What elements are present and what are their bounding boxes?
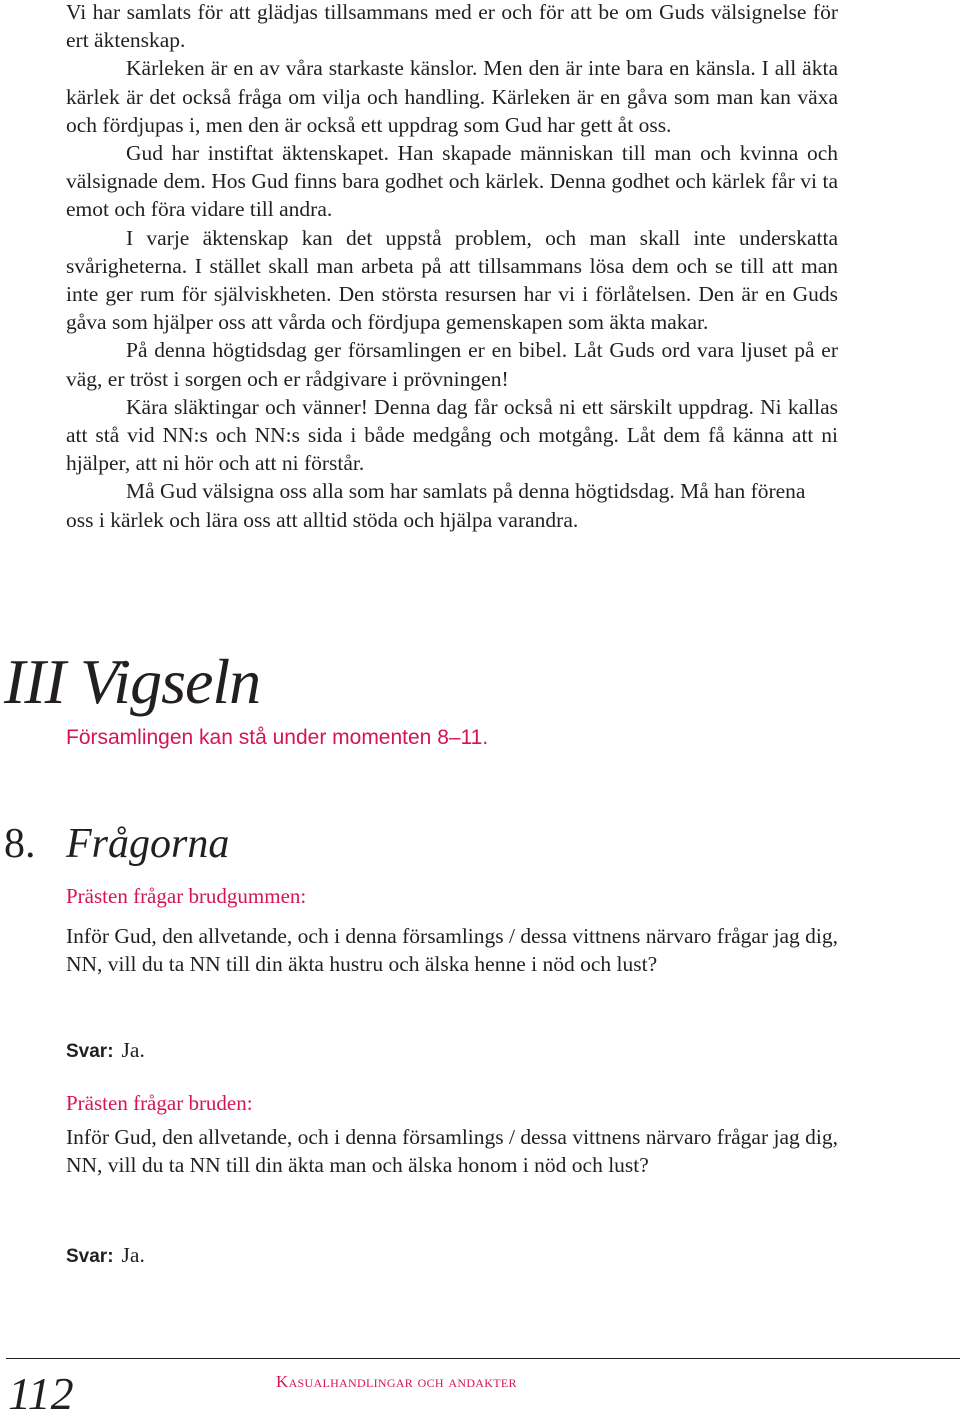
answer-text: Ja. [121, 1038, 145, 1062]
intro-paragraph: I varje äktenskap kan det uppstå problem, och man skall inte underskatta svårigheterna. I stället skall man arbeta på att tillsammans lösa dem och se till att man inte ger rum för själviskheten. Den största resursen har vi i förlåtelsen. Den är en Guds gåva som hjälper oss att vårda och fördjupa gemenskapen som äkta makar. [66, 225, 838, 335]
section-title: III Vigseln [4, 646, 261, 717]
bride-rubric: Prästen frågar bruden: [66, 1091, 253, 1115]
page-number: 112 [8, 1368, 74, 1419]
intro-paragraph: Kära släktingar och vänner! Denna dag får också ni ett särskilt uppdrag. Ni kallas att stå vid NN:s och NN:s sida i både medgång och motgång. Låt dem få känna att ni hjälper, att ni hör och att ni förstår. [66, 394, 838, 476]
subsection-heading [4, 816, 229, 872]
intro-paragraph: Gud har instiftat äktenskapet. Han skapade människan till man och kvinna och välsignade dem. Hos Gud finns bara godhet och kärlek. Denna godhet och kärlek får vi ta emot och föra vidare till andra. [66, 141, 838, 222]
answer-label: Svar: [66, 1246, 114, 1267]
answer-label: Svar: [66, 1041, 114, 1062]
groom-question: Inför Gud, den allvetande, och i denna församlings / dessa vittnens närvaro frågar jag dig, NN, vill du ta NN till din äkta hustru och älska henne i nöd och lust? [66, 924, 838, 977]
groom-answer [66, 1036, 145, 1066]
bride-answer [66, 1241, 145, 1271]
bride-question: Inför Gud, den allvetande, och i denna församlings / dessa vittnens närvaro frågar jag dig, NN, vill du ta NN till din äkta man och älska honom i nöd och lust? [66, 1125, 838, 1178]
groom-rubric: Prästen frågar brudgummen: [66, 884, 307, 908]
footer-rule [6, 1358, 960, 1359]
intro-paragraph: På denna högtidsdag ger församlingen er en bibel. Låt Guds ord vara ljuset på er väg, er tröst i sorgen och er rådgivare i prövningen! [66, 338, 838, 391]
intro-text [66, 0, 838, 534]
intro-paragraph: Må Gud välsigna oss alla som har samlats på denna högtidsdag. Må han förena oss i kärlek och lära oss att alltid stöda och hjälpa varandra. [66, 479, 806, 532]
running-footer: Kasualhandlingar och andakter [276, 1372, 517, 1391]
subsection-title: Frågorna [66, 821, 230, 867]
answer-text: Ja. [121, 1243, 145, 1267]
intro-paragraph: Vi har samlats för att glädjas tillsammans med er och för att be om Guds välsignelse för ert äktenskap. [66, 0, 838, 53]
section-rubric: Församlingen kan stå under momenten 8–11. [66, 726, 489, 749]
subsection-number: 8. [4, 821, 36, 867]
intro-paragraph: Kärleken är en av våra starkaste känslor. Men den är inte bara en känsla. I all äkta kärlek är det också fråga om vilja och handling. Kärleken är en gåva som man kan växa och fördjupas i, men den är också ett uppdrag som Gud har gett åt oss. [66, 56, 838, 137]
